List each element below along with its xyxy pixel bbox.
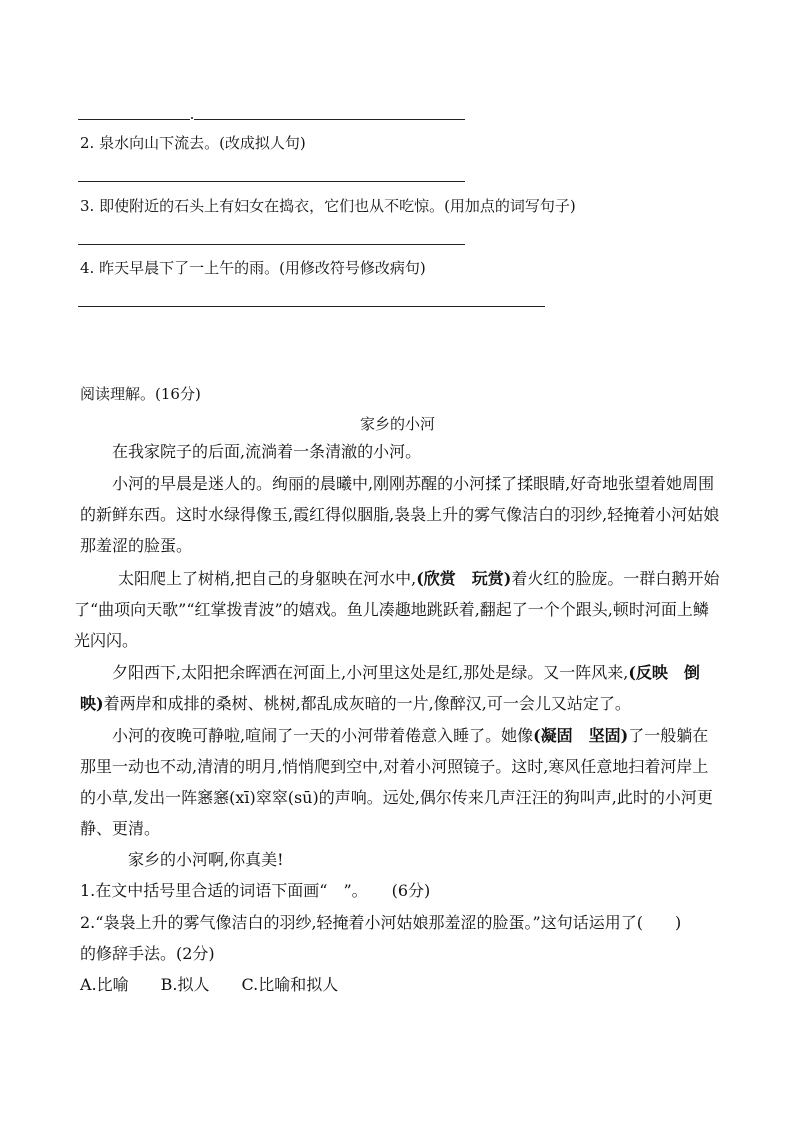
answer-line-3	[78, 244, 465, 245]
answer-line-1b	[194, 119, 465, 120]
word-choice-3: (凝固 坚固)	[533, 726, 629, 745]
paragraph-1	[112, 436, 732, 467]
answer-line-1a	[78, 119, 190, 120]
paragraph-5-text-b: 了一般躺在那里一动也不动,清清的明月,悄悄爬到空中,对着小河照镜子。这时,寒风任意地扫着河岸上的小草,发出一阵窸窸(xī)窣窣(sū)的声响。远处,偶尔传来几声汪汪的狗叫声,此时的小河更静、更清。	[80, 726, 713, 838]
reading-header: 阅读理解。(16分)	[80, 385, 201, 403]
paragraph-6: 家乡的小河啊,你真美!	[128, 850, 284, 869]
exercise-q4: 4. 昨天早晨下了一上午的雨。(用修改符号修改病句)	[80, 259, 426, 277]
question-1: 1.在文中括号里合适的词语下面画“ ”。 (6分)	[80, 881, 431, 900]
word-choice-1: (欣赏 玩赏)	[416, 569, 512, 588]
answer-line-dot	[191, 117, 193, 119]
paragraph-5-text-a: 小河的夜晚可静啦,喧闹了一天的小河带着倦意入睡了。她像	[112, 726, 534, 745]
question-2-line-2: 的修辞手法。(2分)	[80, 944, 215, 963]
question-2-line-1: 2.“袅袅上升的雾气像洁白的羽纱,轻掩着小河姑娘那羞涩的脸蛋。”这句话运用了( )	[80, 913, 682, 932]
paragraph-4-text-b: 着两岸和成排的桑树、桃树,都乱成灰暗的一片,像醉汉,可一会儿又站定了。	[103, 694, 631, 713]
paragraph-5	[80, 720, 722, 844]
paragraph-3-text-b: 着火红的脸庞。一群白鹅开始了“曲项向天歌”“红掌拨青波”的嬉戏。鱼儿凑趣地跳跃着,翻起了一个个跟头,顿时河面上鳞光闪闪。	[74, 569, 720, 650]
answer-line-4	[78, 306, 545, 307]
paragraph-2-text: 小河的早晨是迷人的。绚丽的晨曦中,刚刚苏醒的小河揉了揉眼睛,好奇地张望着她周围的新鲜东西。这时水绿得像玉,霞红得似胭脂,袅袅上升的雾气像洁白的羽纱,轻掩着小河姑娘那羞涩的脸蛋。	[80, 474, 720, 555]
reading-title: 家乡的小河	[360, 415, 436, 433]
paragraph-3	[74, 563, 722, 656]
question-2-options: A.比喻 B.拟人 C.比喻和拟人	[80, 975, 339, 994]
answer-line-2	[78, 181, 465, 182]
exercise-q3: 3. 即使附近的石头上有妇女在捣衣，它们也从不吃惊。(用加点的词写句子)	[80, 197, 576, 215]
word-choice-2: (反映 倒映)	[80, 663, 700, 713]
paragraph-2	[80, 468, 722, 561]
exercise-q2: 2. 泉水向山下流去。(改成拟人句)	[80, 134, 306, 152]
paragraph-3-text-a: 太阳爬上了树梢,把自己的身躯映在河水中,	[118, 569, 417, 588]
paragraph-4	[80, 657, 722, 719]
paragraph-4-text-a: 夕阳西下,太阳把余晖洒在河面上,小河里这处是红,那处是绿。又一阵风来,	[112, 663, 629, 682]
paragraph-1-text: 在我家院子的后面,流淌着一条清澈的小河。	[112, 442, 422, 461]
